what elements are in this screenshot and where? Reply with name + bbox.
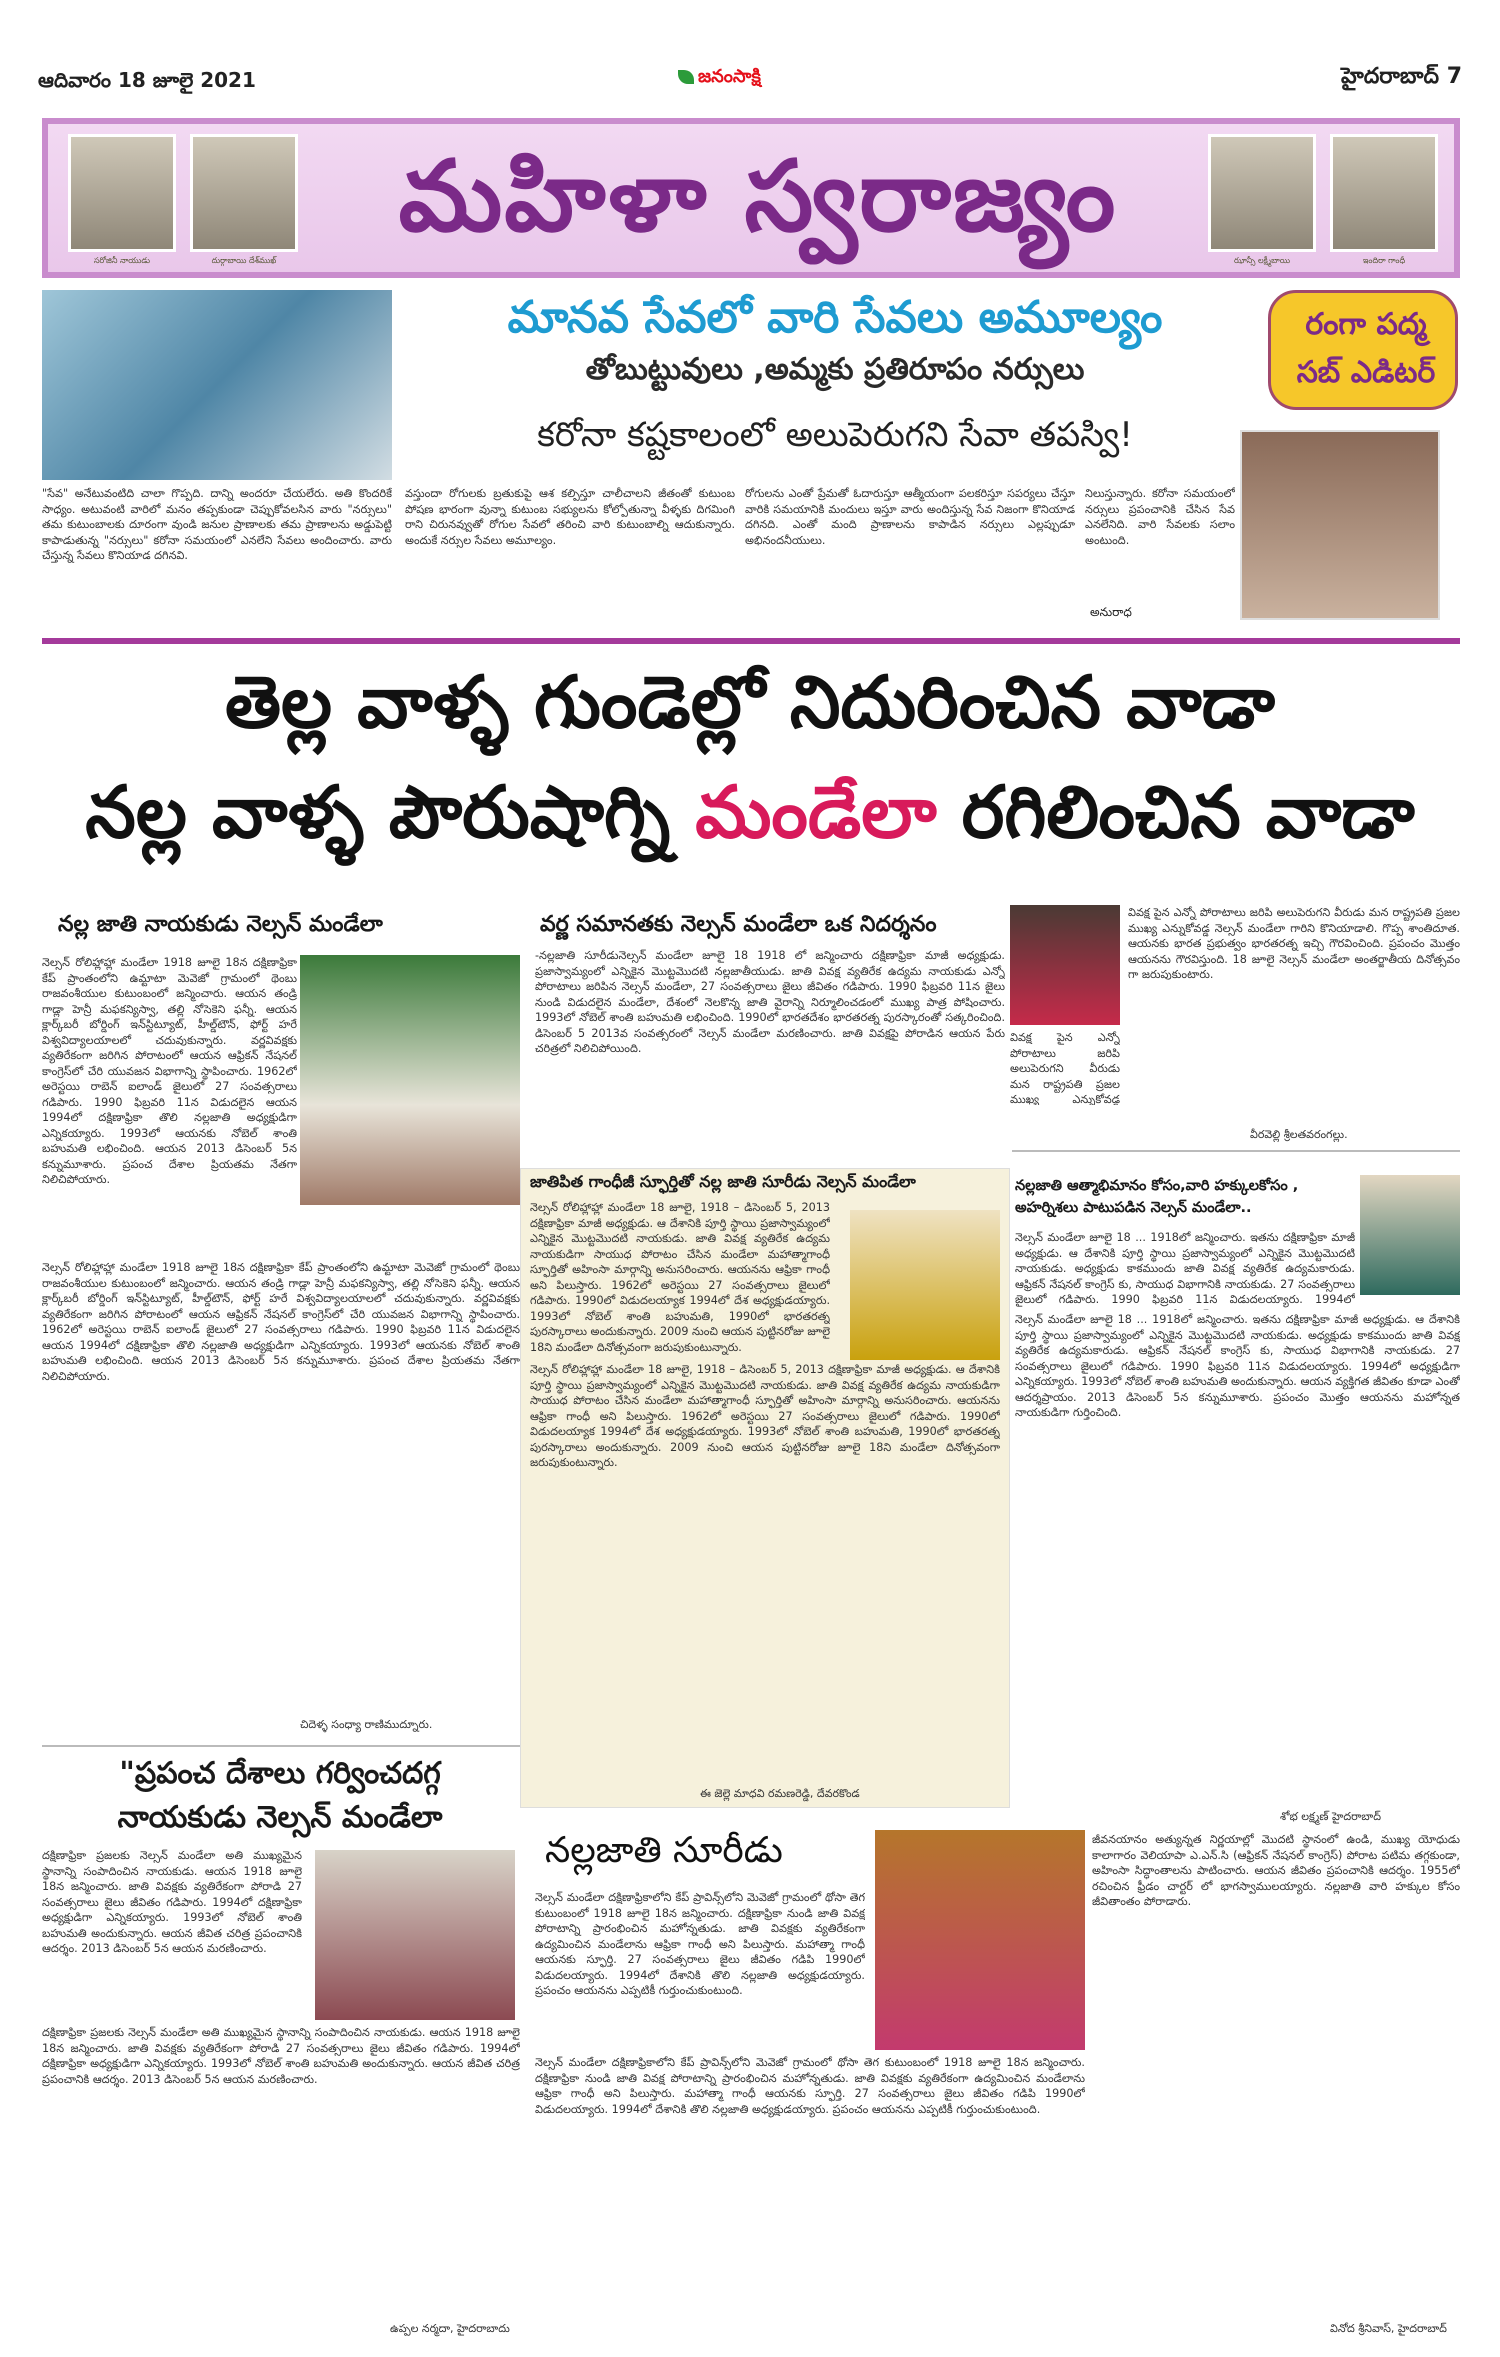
article-4-photo [1010, 905, 1120, 1025]
portrait-caption-1: సరోజినీ నాయుడు [93, 256, 151, 265]
section-title: మహిళా స్వరాజ్యం [398, 139, 1118, 254]
page-number: 7 [1446, 64, 1462, 89]
nurses-column-2: వస్తుందా రోగులకు బ్రతుకుపై ఆశ కల్పిస్తూ చాలీచాలని జీతంతో కుటుంబ పోషణ భారంగా వున్నా కుటుంబ సభ్యులను కోల్పోతున్నా వీళ్ళకు దిగమింగి రాని చిరునవ్వుతో రోగుల సేవలో తరించి వారి కుటుంబాల్ని ఆదుకున్నారు. అందుకే నర్సుల సేవలు అమూల్యం. [405, 487, 735, 547]
headline-2-part-c: రగిలించిన వాడా [936, 770, 1415, 854]
article-1-body: నెల్సన్ రోలిహ్లాహ్లా మండేలా 1918 జూలై 18న దక్షిణాఫ్రికా కేప్ ప్రాంతంలోని ఉమ్టాటా మెవెజో గ్రామంలో థెంబు రాజవంశీయుల కుటుంబంలో జన్మించారు. ఆయన తండ్రి గాడ్లా హెన్రీ మఫకన్యిస్వా, తల్లి నోసెకెని ఫన్నీ. ఆయన క్లార్క్‌బరీ బోర్డింగ్ ఇన్‌స్టిట్యూట్, హీల్డ్‌టౌన్, ఫోర్ట్ హరే విశ్వవిద్యాలయాలలో చదువుకున్నారు. వర్ణవివక్షకు వ్యతిరేకంగా జరిగిన పోరాటంలో ఆయన ఆఫ్రికన్ నేషనల్ కాంగ్రెస్‌లో చేరి యువజన విభాగాన్ని స్థాపించారు. 1962లో అరెస్టయి రాబెన్ ఐలాండ్ జైలులో 27 సంవత్సరాలు గడిపారు. 1990 ఫిబ్రవరి 11న విడుదలైన ఆయన 1994లో దక్షిణాఫ్రికా తొలి నల్లజాతి అధ్యక్షుడిగా ఎన్నికయ్యారు. 1993లో ఆయనకు నోబెల్ శాంతి బహుమతి లభించింది. ఆయన 2013 డిసెంబర్ 5న కన్నుమూశారు. ప్రపంచ దేశాల ప్రియతమ నేతగా నిలిచిపోయారు. [42, 956, 297, 1186]
portrait-caption-3: ఝాన్సీ లక్ష్మీబాయి [1233, 256, 1291, 265]
section-banner [42, 118, 1460, 278]
article-7-photo [875, 1830, 1085, 2050]
headline-2-part-a: నల్ల వాళ్ళ పౌరుషాగ్ని [85, 770, 696, 854]
article-6-title: నల్లజాతి ఆత్మాభిమానం కోసం,వారి హక్కులకోసం , అహర్నిశలు పాటుపడిన నెల్సన్ మండేలా.. [1015, 1178, 1299, 1216]
nurses-column-1: "సేవ" అనేటువంటిది చాలా గొప్పది. దాన్ని అందరూ చేయలేరు. అతి కొందరికే సాధ్యం. అటువంటి వారిలో మనం తప్పకుండా చెప్పుకోవలసిన వారు "నర్సులు" తమ కుటుంబాలకు దూరంగా వుండి జనుల ప్రాణాలకు తమ ప్రాణాలను అడ్డుపెట్టి కాపాడుతున్న "నర్సులు" కరోనా సమయంలో ఎనలేని సేవలు అందించారు. వారు చేస్తున్న సేవలు కొనియాడ దగినవి. [42, 487, 392, 562]
nurses-photo [42, 290, 392, 480]
article-2-title: "ప్రపంచ దేశాలు గర్వించదగ్గ నాయకుడు నెల్సన్ మండేలా [117, 1756, 443, 1835]
article-5-body: నెల్సన్ రోలిహ్లాహ్లా మండేలా 18 జూలై, 1918 – డిసెంబర్ 5, 2013 దక్షిణాఫ్రికా మాజీ అధ్యక్షుడు. ఆ దేశానికి పూర్తి స్థాయి ప్రజాస్వామ్యంలో ఎన్నికైన మొట్టమొదటి నాయకుడు. జాతి వివక్ష వ్యతిరేక ఉద్యమ నాయకుడిగా సాయుధ పోరాటం చేసిన మండేలా మహాత్మాగాంధీ స్ఫూర్తితో అహింసా మార్గాన్ని అనుసరించారు. ఆయనను ఆఫ్రికా గాంధీ అని పిలుస్తారు. 1962లో అరెస్టయి 27 సంవత్సరాలు జైలులో గడిపారు. 1990లో విడుదలయ్యాక 1994లో దేశ అధ్యక్షుడయ్యారు. 1993లో నోబెల్ శాంతి బహుమతి, 1990లో భారతరత్న పురస్కారాలు అందుకున్నారు. 2009 నుంచి ఆయన పుట్టినరోజు జూలై 18ని మండేలా దినోత్సవంగా జరుపుకుంటున్నారు. [530, 1201, 830, 1354]
article-6-body: నెల్సన్ మండేలా జూలై 18 ... 1918లో జన్మించారు. ఇతను దక్షిణాఫ్రికా మాజీ అధ్యక్షుడు. ఆ దేశానికి పూర్తి స్థాయి ప్రజాస్వామ్యంలో ఎన్నికైన మొట్టమొదటి నాయకుడు. అధ్యక్షుడు కాకముందు జాతి వివక్ష వ్యతిరేక ఉద్యమకారుడు. ఆఫ్రికన్ నేషనల్ కాంగ్రెస్ కు, సాయుధ విభాగానికి నాయకుడు. 27 సంవత్సరాలు జైలులో గడిపారు. 1990 ఫిబ్రవరి 11న విడుదలయ్యారు. 1994లో [1015, 1231, 1355, 1306]
nurses-subhead: తోబుట్టువులు ,అమ్మకు ప్రతిరూపం నర్సులు [585, 352, 1085, 387]
article-1-title: నల్ల జాతి నాయకుడు నెల్సన్ మండేలా [58, 912, 383, 937]
article-3-body: -నల్లజాతి సూరీడునెల్సన్ మండేలా జూలై 18 1918 లో జన్మించారు దక్షిణాఫ్రికా మాజీ అధ్యక్షుడు. ప్రజాస్వామ్యంలో ఎన్నికైన మొట్టమొదటి నల్లజాతీయుడు. జాతి వివక్ష వ్యతిరేక ఉద్యమ నాయకుడు ఎన్నో పోరాటాలు జరిపిన నెల్సన్ మండేలా, 27 సంవత్సరాలు జైలు జీవితం గడిపారు. 1990 ఫిబ్రవరి 11న జైలు నుండి విడుదలైన మండేలా, దేశంలో నెలకొన్న జాతి వైరాన్ని నిర్మూలించడంలో ముఖ్య పాత్ర పోషించారు. 1993లో నోబెల్ శాంతి బహుమతి లభించింది. 1990లో భారతదేశం భారతరత్న పురస్కారంతో సత్కరించింది. డిసెంబర్ 5 2013వ సంవత్సరంలో నెల్సన్ మండేలా మరణించారు. జాతి వివక్షపై పోరాడిన ఆయన పేరు చరిత్రలో నిలిచిపోయింది. [535, 949, 1005, 1055]
city-name: హైదరాబాద్ [1341, 64, 1440, 89]
portrait-caption-4: ఇందిరా గాంధీ [1362, 256, 1406, 265]
nurses-signature: అనురాధ [1090, 605, 1132, 619]
article-2-body-cont [42, 2025, 520, 2315]
nurses-tagline: కరోనా కష్టకాలంలో అలుపెరుగని సేవా తపస్వి! [537, 415, 1133, 455]
article-5-signature: ఈ జెల్లె మాధవి రమణరెడ్డి, దేవరకొండ [700, 1787, 860, 1800]
nurses-headline: మానవ సేవలో వారి సేవలు అమూల్యం [507, 292, 1163, 343]
article-6-body-repeat: నెల్సన్ మండేలా జూలై 18 ... 1918లో జన్మించారు. ఇతను దక్షిణాఫ్రికా మాజీ అధ్యక్షుడు. ఆ దేశానికి పూర్తి స్థాయి ప్రజాస్వామ్యంలో ఎన్నికైన మొట్టమొదటి నాయకుడు. అధ్యక్షుడు కాకముందు జాతి వివక్ష వ్యతిరేక ఉద్యమకారుడు. ఆఫ్రికన్ నేషనల్ కాంగ్రెస్ కు, సాయుధ విభాగానికి నాయకుడు. 27 సంవత్సరాలు జైలులో గడిపారు. 1990 ఫిబ్రవరి 11న విడుదలయ్యారు. 1994లో అధ్యక్షుడిగా ఎన్నికయ్యారు. 1993లో నోబెల్ శాంతి బహుమతి అందుకున్నారు. ఆయన వ్యక్తిగత జీవితం కూడా ఎంతో ఆదర్శప్రాయం. 2013 డిసెంబర్ 5న కన్నుమూశారు. ప్రపంచం మొత్తం ఆయనను మహోన్నత నాయకుడిగా గుర్తించింది. [1015, 1313, 1460, 1419]
article-2-photo [315, 1850, 515, 2020]
article-7-body-cont [535, 2055, 1085, 2325]
article-5-body-cont [530, 1362, 1000, 1782]
portrait-caption-2: దుర్గాబాయి దేశ్‌ముఖ్ [211, 256, 277, 265]
leaf-icon [678, 70, 694, 84]
mandela-headline-2 [0, 770, 1500, 872]
article-8-body: జీవనయానం అత్యున్నత నిర్ణయాల్లో మొదటి స్థానంలో ఉండి, ముఖ్య యోధుడు కాలాగారం వెలియాపా ఎ.ఎన్.సి (ఆఫ్రికన్ నేషనల్ కాంగ్రెస్) పోరాట పటిమ తగ్గకుండా, అహింసా సిద్ధాంతాలను పాటించారు. ఆయన జీవితం ప్రపంచానికి ఆదర్శం. 1955లో రచించిన ఫ్రీడం చార్టర్ లో భాగస్వాములయ్యారు. నల్లజాతి వారి హక్కుల కోసం జీవితాంతం పోరాడారు. [1092, 1833, 1460, 1908]
mandela-headline-1: తెల్ల వాళ్ళ గుండెల్లో నిదురించిన వాడా [224, 660, 1276, 744]
article-7-title: నల్లజాతి సూరీడు [545, 1830, 783, 1871]
headline-2-accent: మండేలా [695, 770, 937, 854]
nurses-column-3: రోగులను ఎంతో ప్రేమతో ఓదారుస్తూ ఆత్మీయంగా పలకరిస్తూ సపర్యలు చేస్తూ వారికి సమయానికి మందులు ఇస్తూ వారు అందిస్తున్న సేవ నిజంగా కొనియాడ దగినది. ఎంతో మంది ప్రాణాలను కాపాడిన నర్సులు ఎల్లప్పుడూ అభినందనీయులు. [745, 487, 1075, 547]
article-4-body-repeat: వివక్ష పైన ఎన్నో పోరాటాలు జరిపి అలుపెరుగని వీరుడు మన రాష్ట్రపతి ప్రజల ముఖ్య ఎన్నుకోవడ్డ [1010, 1031, 1120, 1105]
portrait-1 [68, 134, 176, 252]
newspaper-logo [678, 66, 761, 91]
article-1-body-repeat: నెల్సన్ రోలిహ్లాహ్లా మండేలా 1918 జూలై 18న దక్షిణాఫ్రికా కేప్ ప్రాంతంలోని ఉమ్టాటా మెవెజో గ్రామంలో థెంబు రాజవంశీయుల కుటుంబంలో జన్మించారు. ఆయన తండ్రి గాడ్లా హెన్రీ మఫకన్యిస్వా, తల్లి నోసెకెని ఫన్నీ. ఆయన క్లార్క్‌బరీ బోర్డింగ్ ఇన్‌స్టిట్యూట్, హీల్డ్‌టౌన్, ఫోర్ట్ హరే విశ్వవిద్యాలయాలలో చదువుకున్నారు. వర్ణవివక్షకు వ్యతిరేకంగా జరిగిన పోరాటంలో ఆయన ఆఫ్రికన్ నేషనల్ కాంగ్రెస్‌లో చేరి యువజన విభాగాన్ని స్థాపించారు. 1962లో అరెస్టయి రాబెన్ ఐలాండ్ జైలులో 27 సంవత్సరాలు గడిపారు. 1990 ఫిబ్రవరి 11న విడుదలైన ఆయన 1994లో దక్షిణాఫ్రికా తొలి నల్లజాతి అధ్యక్షుడిగా ఎన్నికయ్యారు. 1993లో ఆయనకు నోబెల్ శాంతి బహుమతి లభించింది. ఆయన 2013 డిసెంబర్ 5న కన్నుమూశారు. ప్రపంచ దేశాల ప్రియతమ నేతగా నిలిచిపోయారు. [42, 1261, 520, 1383]
masthead [38, 60, 1462, 100]
article-2-body-repeat: దక్షిణాఫ్రికా ప్రజలకు నెల్సన్ మండేలా అతి ముఖ్యమైన స్థానాన్ని సంపాదించిన నాయకుడు. ఆయన 1918 జూలై 18న జన్మించారు. జాతి వివక్షకు వ్యతిరేకంగా పోరాడి 27 సంవత్సరాలు జైలు జీవితం గడిపారు. 1994లో దక్షిణాఫ్రికా అధ్యక్షుడిగా ఎన్నికయ్యారు. 1993లో నోబెల్ శాంతి బహుమతి అందుకున్నారు. ఆయన జీవిత చరిత్ర ప్రపంచానికి ఆదర్శం. 2013 డిసెంబర్ 5న ఆయన మరణించారు. [42, 2026, 520, 2086]
article-8-signature: వినోద శ్రీనివాస్, హైదరాబాద్ [1330, 2322, 1447, 2335]
article-1-photo [300, 955, 520, 1205]
article-7-body: నెల్సన్ మండేలా దక్షిణాఫ్రికాలోని కేప్ ప్రావిన్స్‌లోని మెవెజో గ్రామంలో థోసా తెగ కుటుంబంలో 1918 జూలై 18న జన్మించారు. దక్షిణాఫ్రికా నుండి జాతి వివక్ష పోరాటాన్ని ప్రారంభించిన మహోన్నతుడు. జాతి వివక్షకు వ్యతిరేకంగా ఉద్యమించిన మండేలాను ఆఫ్రికా గాంధీ అని పిలుస్తారు. మహాత్మా గాంధీ ఆయనకు స్ఫూర్తి. 27 సంవత్సరాలు జైలు జీవితం గడిపి 1990లో విడుదలయ్యారు. 1994లో దేశానికి తొలి నల్లజాతి అధ్యక్షుడయ్యారు. ప్రపంచం ఆయనను ఎప్పటికీ గుర్తుంచుకుంటుంది. [535, 1891, 865, 1997]
issue-date: ఆదివారం 18 జూలై 2021 [38, 68, 256, 92]
editor-role: సబ్ ఎడిటర్ [1296, 355, 1436, 390]
article-6-body-cont [1015, 1312, 1460, 1807]
author-photo [1240, 430, 1440, 620]
portrait-3 [1208, 134, 1316, 252]
article-2-signature: ఉప్పల నర్మదా, హైదరాబాదు [390, 2322, 510, 2335]
portrait-4 [1330, 134, 1438, 252]
edition-city [1341, 64, 1462, 94]
article-7-body-repeat: నెల్సన్ మండేలా దక్షిణాఫ్రికాలోని కేప్ ప్రావిన్స్‌లోని మెవెజో గ్రామంలో థోసా తెగ కుటుంబంలో 1918 జూలై 18న జన్మించారు. దక్షిణాఫ్రికా నుండి జాతి వివక్ష పోరాటాన్ని ప్రారంభించిన మహోన్నతుడు. జాతి వివక్షకు వ్యతిరేకంగా ఉద్యమించిన మండేలాను ఆఫ్రికా గాంధీ అని పిలుస్తారు. మహాత్మా గాంధీ ఆయనకు స్ఫూర్తి. 27 సంవత్సరాలు జైలు జీవితం గడిపి 1990లో విడుదలయ్యారు. 1994లో దేశానికి తొలి నల్లజాతి అధ్యక్షుడయ్యారు. ప్రపంచం ఆయనను ఎప్పటికీ గుర్తుంచుకుంటుంది. [535, 2056, 1085, 2116]
article-6-photo [1360, 1175, 1460, 1295]
editor-name: రంగా పద్మ [1305, 307, 1427, 342]
article-6-signature: శోభ లక్ష్మణ్ హైదరాబాద్ [1280, 1810, 1381, 1823]
section-divider [42, 638, 1460, 644]
divider-left [42, 1745, 520, 1747]
article-5-title: జాతిపిత గాంధీజీ స్ఫూర్తితో నల్ల జాతి సూరీడు నెల్సన్ మండేలా [530, 1172, 916, 1191]
divider-right [1012, 1150, 1460, 1152]
portrait-2 [190, 134, 298, 252]
article-2-body: దక్షిణాఫ్రికా ప్రజలకు నెల్సన్ మండేలా అతి ముఖ్యమైన స్థానాన్ని సంపాదించిన నాయకుడు. ఆయన 1918 జూలై 18న జన్మించారు. జాతి వివక్షకు వ్యతిరేకంగా పోరాడి 27 సంవత్సరాలు జైలు జీవితం గడిపారు. 1994లో దక్షిణాఫ్రికా అధ్యక్షుడిగా ఎన్నికయ్యారు. 1993లో నోబెల్ శాంతి బహుమతి అందుకున్నారు. ఆయన జీవిత చరిత్ర ప్రపంచానికి ఆదర్శం. 2013 డిసెంబర్ 5న ఆయన మరణించారు. [42, 1849, 302, 1955]
nurses-column-4: నిలుస్తున్నారు. కరోనా సమయంలో నర్సులు ప్రపంచానికి చేసిన సేవ ఎనలేనిది. వారి సేవలకు సలాం అంటుంది. [1085, 487, 1235, 547]
article-5-photo [850, 1210, 1000, 1360]
article-4-body: వివక్ష పైన ఎన్నో పోరాటాలు జరిపి అలుపెరుగని వీరుడు మన రాష్ట్రపతి ప్రజల ముఖ్య ఎన్నుకోవడ్డ నెల్సన్ మండేలా గారిని కొనియాడాలి. గొప్ప శాంతిదూత. ఆయనకు భారత ప్రభుత్వం భారతరత్న ఇచ్చి గౌరవించింది. ప్రపంచం మొత్తం ఆయనను గౌరవిస్తుంది. 18 జూలై నెల్సన్ మండేలా అంతర్జాతీయ దినోత్సవం గా జరుపుకుంటారు. [1128, 906, 1460, 981]
editor-badge [1268, 290, 1458, 410]
article-4-body-cont [1010, 1030, 1120, 1105]
article-5-body-repeat: నెల్సన్ రోలిహ్లాహ్లా మండేలా 18 జూలై, 1918 – డిసెంబర్ 5, 2013 దక్షిణాఫ్రికా మాజీ అధ్యక్షుడు. ఆ దేశానికి పూర్తి స్థాయి ప్రజాస్వామ్యంలో ఎన్నికైన మొట్టమొదటి నాయకుడు. జాతి వివక్ష వ్యతిరేక ఉద్యమ నాయకుడిగా సాయుధ పోరాటం చేసిన మండేలా మహాత్మాగాంధీ స్ఫూర్తితో అహింసా మార్గాన్ని అనుసరించారు. ఆయనను ఆఫ్రికా గాంధీ అని పిలుస్తారు. 1962లో అరెస్టయి 27 సంవత్సరాలు జైలులో గడిపారు. 1990లో విడుదలయ్యాక 1994లో దేశ అధ్యక్షుడయ్యారు. 1993లో నోబెల్ శాంతి బహుమతి, 1990లో భారతరత్న పురస్కారాలు అందుకున్నారు. 2009 నుంచి ఆయన పుట్టినరోజు జూలై 18ని మండేలా దినోత్సవంగా జరుపుకుంటున్నారు. [530, 1363, 1000, 1469]
article-1-body-cont [42, 1260, 520, 1700]
article-3-title: వర్ణ సమానతకు నెల్సన్ మండేలా ఒక నిదర్శనం [540, 912, 937, 937]
article-4-signature: వీరవెల్లి శ్రీలతవరంగల్లు. [1250, 1128, 1348, 1141]
logo-text: జనంసాక్షి [698, 66, 761, 87]
article-1-signature: చిదెళ్ళ సంధ్యా రాణిముద్నూరు. [300, 1718, 433, 1731]
